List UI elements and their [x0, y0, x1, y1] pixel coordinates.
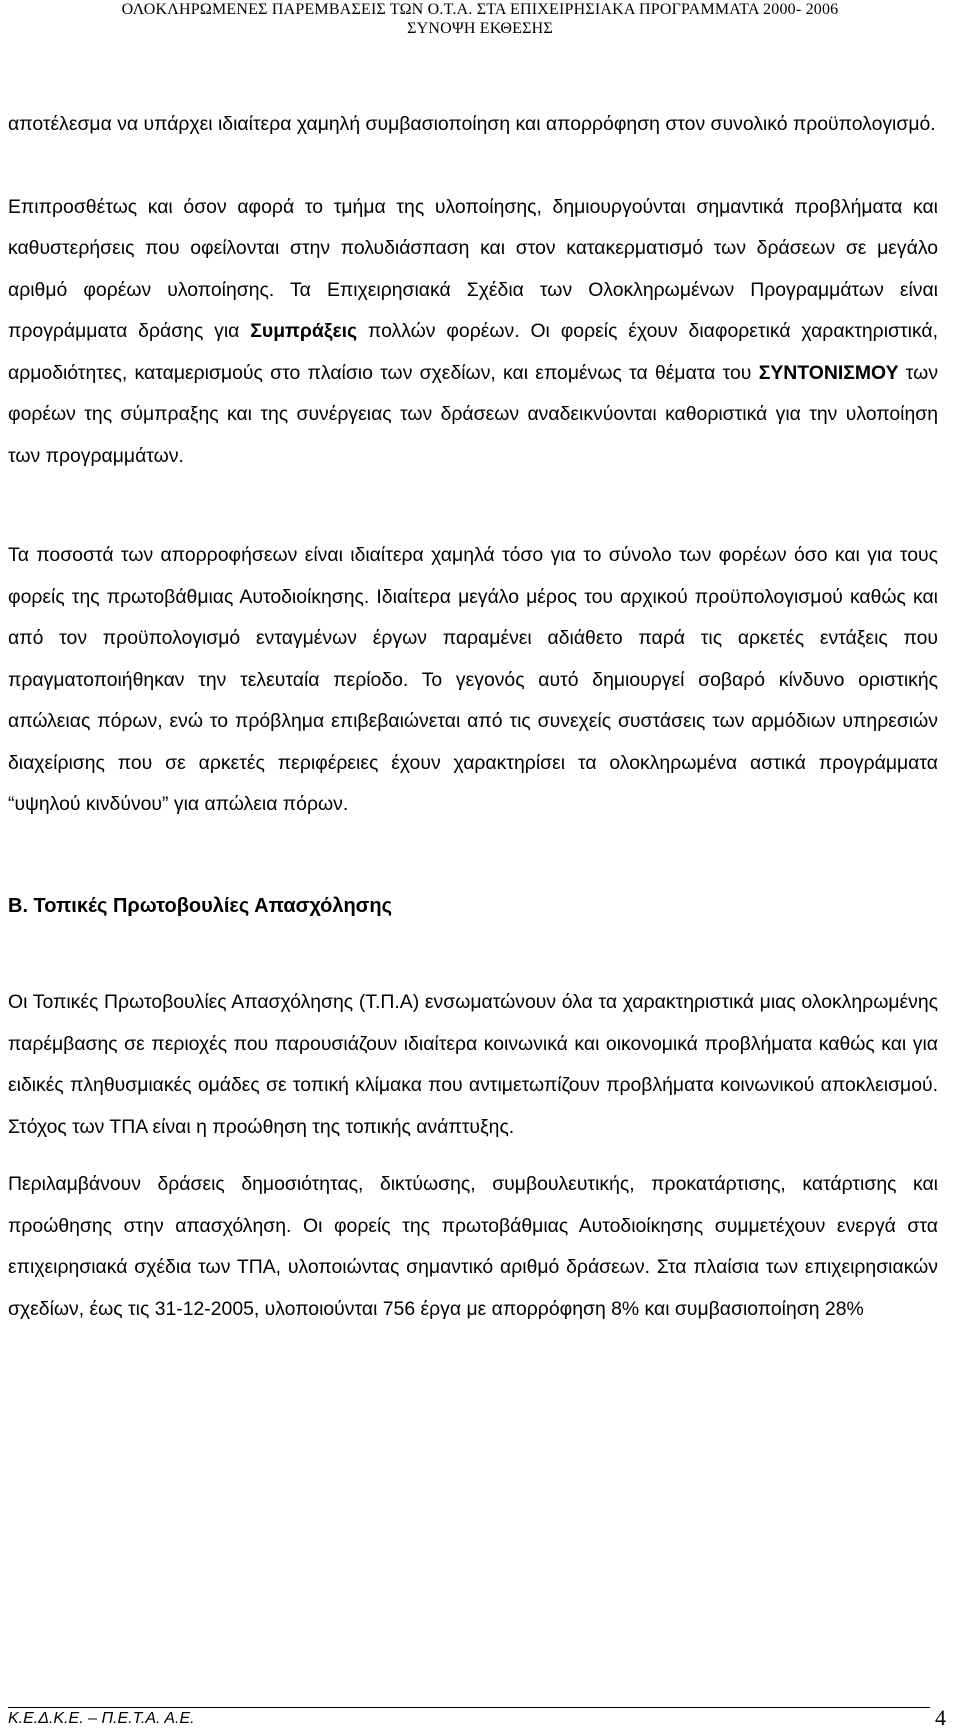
bold-term-syntonismou: ΣΥΝΤΟΝΙΣΜΟΥ: [758, 361, 899, 384]
paragraph-2: [8, 187, 938, 478]
paragraph-1: αποτέλεσμα να υπάρχει ιδιαίτερα χαμηλή συμβασιοποίηση και απορρόφηση στον συνολικό προϋπολογισμό.: [8, 113, 936, 135]
footer-organization: Κ.Ε.Δ.Κ.Ε. – Π.Ε.Τ.Α. Α.Ε.: [8, 1710, 195, 1727]
document-body: [8, 104, 938, 1330]
running-header: [0, 0, 960, 44]
bold-term-sympraxeis: Συμπράξεις: [250, 320, 358, 342]
paragraph-2-part-c: των φορέων της σύμπραξης και της συνέργειας των δράσεων αναδεικνύονται καθοριστικά για την υλοποίηση των προγραμμάτων.: [8, 361, 939, 467]
page-number: 4: [935, 1705, 946, 1730]
paragraph-2-part-b: πολλών φορέων. Οι φορείς έχουν διαφορετικά χαρακτηριστικά, αρμοδιότητες, καταμερισμούς στο πλαίσιο των σχεδίων, και επομένως τα θέματα του: [8, 320, 938, 384]
paragraph-4: Οι Τοπικές Πρωτοβουλίες Απασχόλησης (Τ.Π.Α) ενσωματώνουν όλα τα χαρακτηριστικά μιας ολοκληρωμένης παρέμβασης σε περιοχές που παρουσιάζουν ιδιαίτερα κοινωνικά και οικονομικά προβλήματα καθώς και για ειδικές πληθυσμιακές ομάδες σε τοπική κλίμακα που αντιμετωπίζουν προβλήματα κοινωνικού αποκλεισμού. Στόχος των ΤΠΑ είναι η προώθηση της τοπικής ανάπτυξης.: [8, 991, 938, 1138]
header-title: ΟΛΟΚΛΗΡΩΜΕΝΕΣ ΠΑΡΕΜΒΑΣΕΙΣ ΤΩΝ Ο.Τ.Α. ΣΤΑ ΕΠΙΧΕΙΡΗΣΙΑΚΑ ΠΡΟΓΡΑΜΜΑΤΑ 2000- 2006: [121, 1, 839, 18]
footer-divider: [8, 1707, 930, 1708]
header-subtitle: ΣΥΝΟΨΗ ΕΚΘΕΣΗΣ: [407, 20, 553, 37]
paragraph-3: Τα ποσοστά των απορροφήσεων είναι ιδιαίτερα χαμηλά τόσο για το σύνολο των φορέων όσο και για τους φορείς της πρωτοβάθμιας Αυτοδιοίκησης. Ιδιαίτερα μεγάλο μέρος του αρχικού προϋπολογισμού καθώς και από τον προϋπολογισμό ενταγμένων έργων παραμένει αδιάθετο παρά τις αρκετές εντάξεις που πραγματοποιήθηκαν την τελευταία περίοδο. Το γεγονός αυτό δημιουργεί σοβαρό κίνδυνο οριστικής απώλειας πόρων, ενώ το πρόβλημα επιβεβαιώνεται από τις συνεχείς συστάσεις των αρμόδιων υπηρεσιών διαχείρισης που σε αρκετές περιφέρειες έχουν χαρακτηρίσει τα ολοκληρωμένα αστικά προγράμματα “υψηλού κινδύνου” για απώλεια πόρων.: [8, 544, 938, 815]
paragraph-2-part-a: Επιπροσθέτως και όσον αφορά το τμήμα της υλοποίησης, δημιουργούνται σημαντικά προβλήματα και καθυστερήσεις που οφείλονται στην πολυδιάσπαση και στον κατακερματισμό των δράσεων σε μεγάλο αριθμό φορέων υλοποίησης. Τα Επιχειρησιακά Σχέδια των Ολοκληρωμένων Προγραμμάτων είναι προγράμματα δράσης για: [8, 195, 938, 342]
section-heading: Β. Τοπικές Πρωτοβουλίες Απασχόλησης: [8, 894, 392, 917]
paragraph-5: Περιλαμβάνουν δράσεις δημοσιότητας, δικτύωσης, συμβουλευτικής, προκατάρτισης, κατάρτισης και προώθησης στην απασχόληση. Οι φορείς της πρωτοβάθμιας Αυτοδιοίκησης συμμετέχουν ενεργά στα επιχειρησιακά σχέδια των ΤΠΑ, υλοποιώντας σημαντικό αριθμό δράσεων. Στα πλαίσια των επιχειρησιακών σχεδίων, έως τις 31-12-2005, υλοποιούνται 756 έργα με απορρόφηση 8% και συμβασιοποίηση 28%: [8, 1173, 938, 1320]
